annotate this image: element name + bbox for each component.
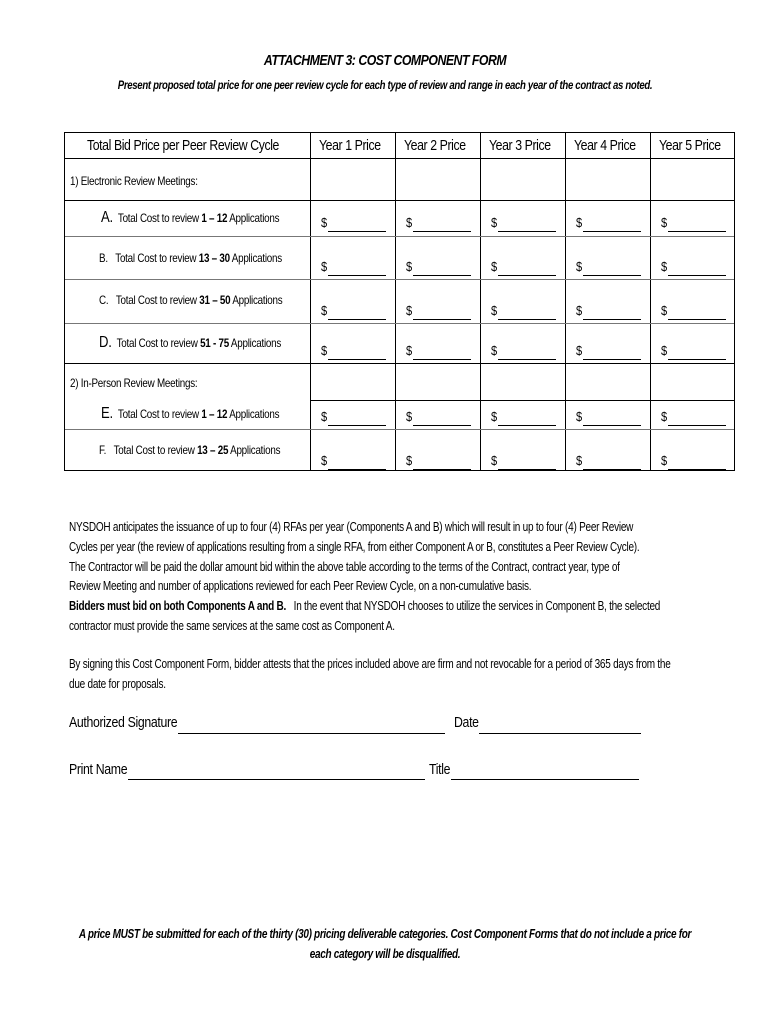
row-label-d: D. Total Cost to review 51 - 75 Applications xyxy=(99,334,282,351)
price-input-line[interactable] xyxy=(413,319,471,320)
dollar-sign: $ xyxy=(661,303,668,318)
title-label: Title xyxy=(429,761,451,778)
price-input-line[interactable] xyxy=(328,275,386,276)
dollar-sign: $ xyxy=(491,259,498,274)
price-input-line[interactable] xyxy=(668,425,726,426)
price-input-line[interactable] xyxy=(413,231,471,232)
price-input-line[interactable] xyxy=(413,359,471,360)
form-subtitle: Present proposed total price for one peer review cycle for each type of review and range in each year of the contract as noted. xyxy=(117,78,653,92)
dollar-sign: $ xyxy=(491,215,498,230)
price-input-line[interactable] xyxy=(498,359,556,360)
dollar-sign: $ xyxy=(491,453,498,468)
dollar-sign: $ xyxy=(321,453,328,468)
price-input-line[interactable] xyxy=(328,319,386,320)
dollar-sign: $ xyxy=(321,215,328,230)
disqualification-notice xyxy=(77,924,693,964)
paragraph-line: Cycles per year (the review of applications resulting from a single RFA, from either Component A or B, constitutes a Peer Review Cycle). xyxy=(69,540,640,554)
form-title: ATTACHMENT 3: COST COMPONENT FORM xyxy=(263,52,507,69)
authorized-signature-line[interactable] xyxy=(178,733,445,734)
price-input-line[interactable] xyxy=(668,469,726,470)
date-line[interactable] xyxy=(479,733,641,734)
dollar-sign: $ xyxy=(406,215,413,230)
cost-component-table xyxy=(64,132,735,471)
paragraph-line: NYSDOH anticipates the issuance of up to four (4) RFAs per year (Components A and B) which will result in up to four (4) Peer Review xyxy=(69,520,634,534)
dollar-sign: $ xyxy=(491,409,498,424)
price-input-line[interactable] xyxy=(328,469,386,470)
row-label-b: B. Total Cost to review 13 – 30 Applications xyxy=(99,251,282,265)
dollar-sign: $ xyxy=(406,303,413,318)
date-label: Date xyxy=(454,714,479,731)
dollar-sign: $ xyxy=(661,215,668,230)
disqualification-notice-line: each category will be disqualified. xyxy=(309,947,461,961)
price-input-line[interactable] xyxy=(583,319,641,320)
price-input-line[interactable] xyxy=(668,275,726,276)
price-input-line[interactable] xyxy=(498,425,556,426)
price-input-line[interactable] xyxy=(413,469,471,470)
price-input-line[interactable] xyxy=(668,359,726,360)
price-input-line[interactable] xyxy=(583,469,641,470)
dollar-sign: $ xyxy=(321,409,328,424)
price-input-line[interactable] xyxy=(583,425,641,426)
column-header-description: Total Bid Price per Peer Review Cycle xyxy=(87,137,279,154)
column-header-year-2: Year 2 Price xyxy=(404,137,466,154)
print-name-line[interactable] xyxy=(128,779,425,780)
print-name-label: Print Name xyxy=(69,761,128,778)
price-input-line[interactable] xyxy=(583,275,641,276)
price-input-line[interactable] xyxy=(498,231,556,232)
dollar-sign: $ xyxy=(406,259,413,274)
paragraph-line: Bidders must bid on both Components A and B. In the event that NYSDOH chooses to utilize the services in Component B, the selected xyxy=(69,599,661,613)
dollar-sign: $ xyxy=(406,409,413,424)
price-input-line[interactable] xyxy=(413,275,471,276)
bid-requirement-bold: Bidders must bid on both Components A and B. xyxy=(69,599,287,613)
paragraph-line: Review Meeting and number of applications reviewed for each Peer Review Cycle, on a non-cumulative basis. xyxy=(69,579,532,593)
dollar-sign: $ xyxy=(576,409,583,424)
dollar-sign: $ xyxy=(576,343,583,358)
title-line[interactable] xyxy=(451,779,639,780)
dollar-sign: $ xyxy=(576,453,583,468)
dollar-sign: $ xyxy=(576,215,583,230)
attestation-line: due date for proposals. xyxy=(69,677,166,691)
dollar-sign: $ xyxy=(661,343,668,358)
dollar-sign: $ xyxy=(321,343,328,358)
dollar-sign: $ xyxy=(661,453,668,468)
paragraph-line: The Contractor will be paid the dollar amount bid within the above table according to the terms of the Contract, contract year, type of xyxy=(69,560,620,574)
price-input-line[interactable] xyxy=(668,231,726,232)
dollar-sign: $ xyxy=(321,259,328,274)
dollar-sign: $ xyxy=(661,259,668,274)
disqualification-notice-line: A price MUST be submitted for each of the thirty (30) pricing deliverable categories. Cost Component Forms that do not include a price for xyxy=(78,927,692,941)
dollar-sign: $ xyxy=(321,303,328,318)
price-input-line[interactable] xyxy=(583,231,641,232)
price-input-line[interactable] xyxy=(413,425,471,426)
attestation-line: By signing this Cost Component Form, bidder attests that the prices included above are firm and not revocable for a period of 365 days from the xyxy=(69,657,671,671)
column-header-year-1: Year 1 Price xyxy=(319,137,381,154)
dollar-sign: $ xyxy=(576,259,583,274)
paragraph-line: contractor must provide the same services at the same cost as Component A. xyxy=(69,619,395,633)
price-input-line[interactable] xyxy=(583,359,641,360)
row-label-e: E. Total Cost to review 1 – 12 Applications xyxy=(101,405,280,422)
section-electronic-review: 1) Electronic Review Meetings: xyxy=(70,174,198,188)
dollar-sign: $ xyxy=(491,303,498,318)
dollar-sign: $ xyxy=(406,453,413,468)
column-header-year-4: Year 4 Price xyxy=(574,137,636,154)
price-input-line[interactable] xyxy=(328,425,386,426)
price-input-line[interactable] xyxy=(668,319,726,320)
row-label-a: A. Total Cost to review 1 – 12 Applications xyxy=(101,209,280,226)
dollar-sign: $ xyxy=(491,343,498,358)
price-input-line[interactable] xyxy=(328,359,386,360)
section-in-person-review: 2) In-Person Review Meetings: xyxy=(70,376,198,390)
dollar-sign: $ xyxy=(406,343,413,358)
column-header-year-3: Year 3 Price xyxy=(489,137,551,154)
dollar-sign: $ xyxy=(576,303,583,318)
authorized-signature-label: Authorized Signature xyxy=(69,714,178,731)
column-header-year-5: Year 5 Price xyxy=(659,137,721,154)
price-input-line[interactable] xyxy=(498,275,556,276)
price-input-line[interactable] xyxy=(498,319,556,320)
dollar-sign: $ xyxy=(661,409,668,424)
row-label-c: C. Total Cost to review 31 – 50 Applications xyxy=(99,293,283,307)
price-input-line[interactable] xyxy=(328,231,386,232)
row-label-f: F. Total Cost to review 13 – 25 Applications xyxy=(99,443,281,457)
price-input-line[interactable] xyxy=(498,469,556,470)
